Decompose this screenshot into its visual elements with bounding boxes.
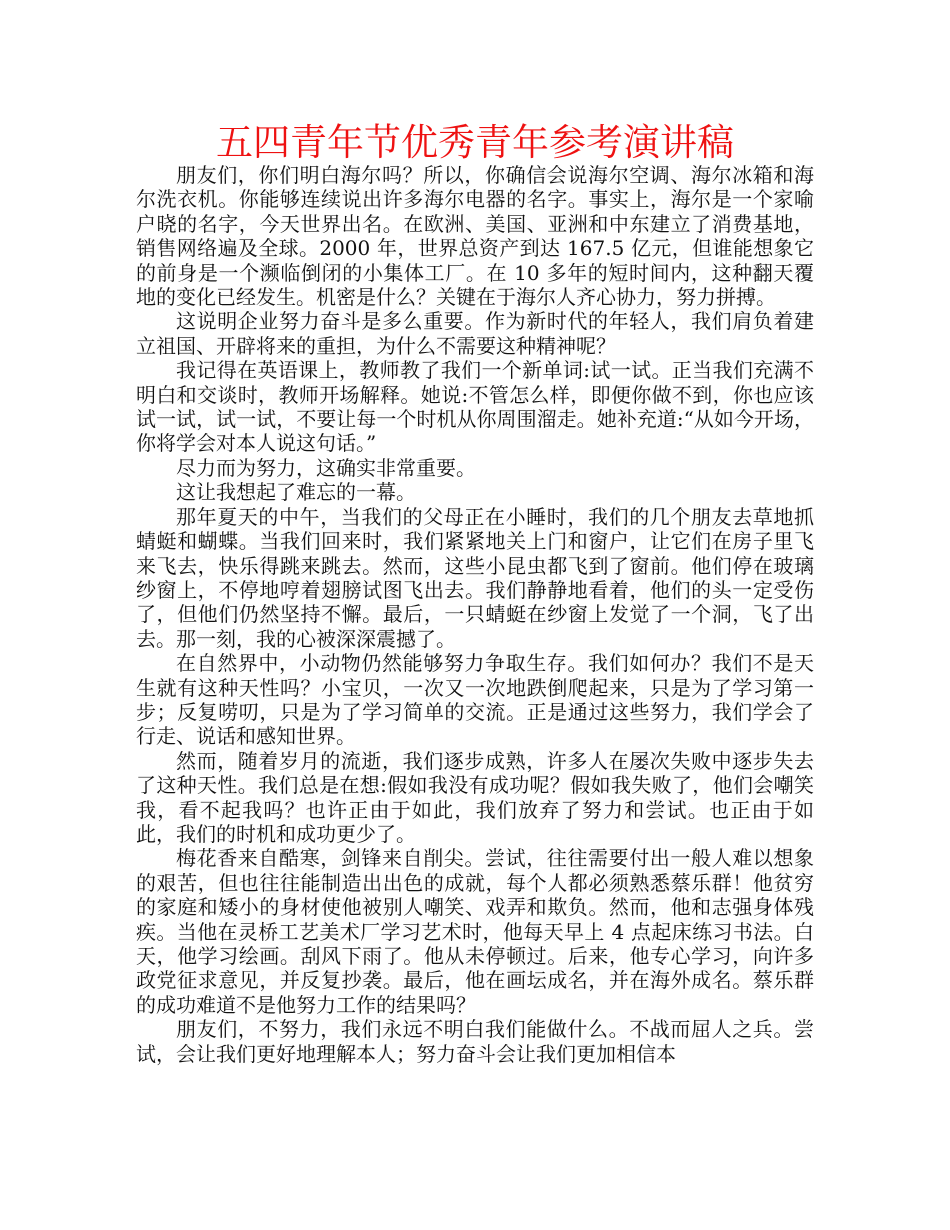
document-body — [136, 163, 814, 1066]
paragraph: 这说明企业努力奋斗是多么重要。作为新时代的年轻人，我们肩负着建立祖国、开辟将来的重担，为什么不需要这种精神呢？ — [136, 309, 814, 358]
paragraph: 然而，随着岁月的流逝，我们逐步成熟，许多人在屡次失败中逐步失去了这种天性。我们总是在想:假如我没有成功呢？假如我失败了，他们会嘲笑我，看不起我吗？也许正由于如此，我们放弃了努力和尝试。也正由于如此，我们的时机和成功更少了。 — [136, 748, 814, 846]
paragraph: 在自然界中，小动物仍然能够努力争取生存。我们如何办？我们不是天生就有这种天性吗？小宝贝，一次又一次地跌倒爬起来，只是为了学习第一步；反复唠叨，只是为了学习简单的交流。正是通过这些努力，我们学会了行走、说话和感知世界。 — [136, 651, 814, 749]
paragraph: 朋友们，你们明白海尔吗？所以，你确信会说海尔空调、海尔冰箱和海尔洗衣机。你能够连续说出许多海尔电器的名字。事实上，海尔是一个家喻户晓的名字，今天世界出名。在欧洲、美国、亚洲和中东建立了消费基地，销售网络遍及全球。2000 年，世界总资产到达 167.5 亿元，但谁能想象它的前身是一个濒临倒闭的小集体工厂。在 10 多年的短时间内，这种翻天覆地的变化已经发生。机密是什么？关键在于海尔人齐心协力，努力拼搏。 — [136, 163, 814, 310]
paragraph: 尽力而为努力，这确实非常重要。 — [176, 455, 476, 480]
paragraph: 朋友们，不努力，我们永远不明白我们能做什么。不战而屈人之兵。尝试，会让我们更好地理解本人；努力奋斗会让我们更加相信本 — [136, 1017, 814, 1066]
paragraph: 梅花香来自酷寒，剑锋来自削尖。尝试，往往需要付出一般人难以想象的艰苦，但也往往能制造出出色的成就，每个人都必须熟悉蔡乐群！他贫穷的家庭和矮小的身材使他被别人嘲笑、戏弄和欺负。然而，他和志强身体残疾。当他在灵桥工艺美术厂学习艺术时，他每天早上 4 点起床练习书法。白天，他学习绘画。刮风下雨了。他从未停顿过。后来，他专心学习，向许多政党征求意见，并反复抄袭。最后，他在画坛成名，并在海外成名。蔡乐群的成功难道不是他努力工作的结果吗？ — [136, 846, 814, 1017]
paragraph: 这让我想起了难忘的一幕。 — [176, 480, 416, 505]
document-title: 五四青年节优秀青年参考演讲稿 — [216, 121, 734, 164]
paragraph: 那年夏天的中午，当我们的父母正在小睡时，我们的几个朋友去草地抓蜻蜓和蝴蝶。当我们回来时，我们紧紧地关上门和窗户，让它们在房子里飞来飞去，快乐得跳来跳去。然而，这些小昆虫都飞到了窗前。他们停在玻璃纱窗上，不停地哼着翅膀试图飞出去。我们静静地看着，他们的头一定受伤了，但他们仍然坚持不懈。最后，一只蜻蜓在纱窗上发觉了一个洞，飞了出去。那一刻，我的心被深深震撼了。 — [136, 504, 814, 651]
paragraph: 我记得在英语课上，教师教了我们一个新单词:试一试。正当我们充满不明白和交谈时，教师开场解释。她说:不管怎么样，即便你做不到，你也应该试一试，试一试，不要让每一个时机从你周围溜走。她补充道:“从如今开场，你将学会对本人说这句话。” — [136, 358, 814, 456]
